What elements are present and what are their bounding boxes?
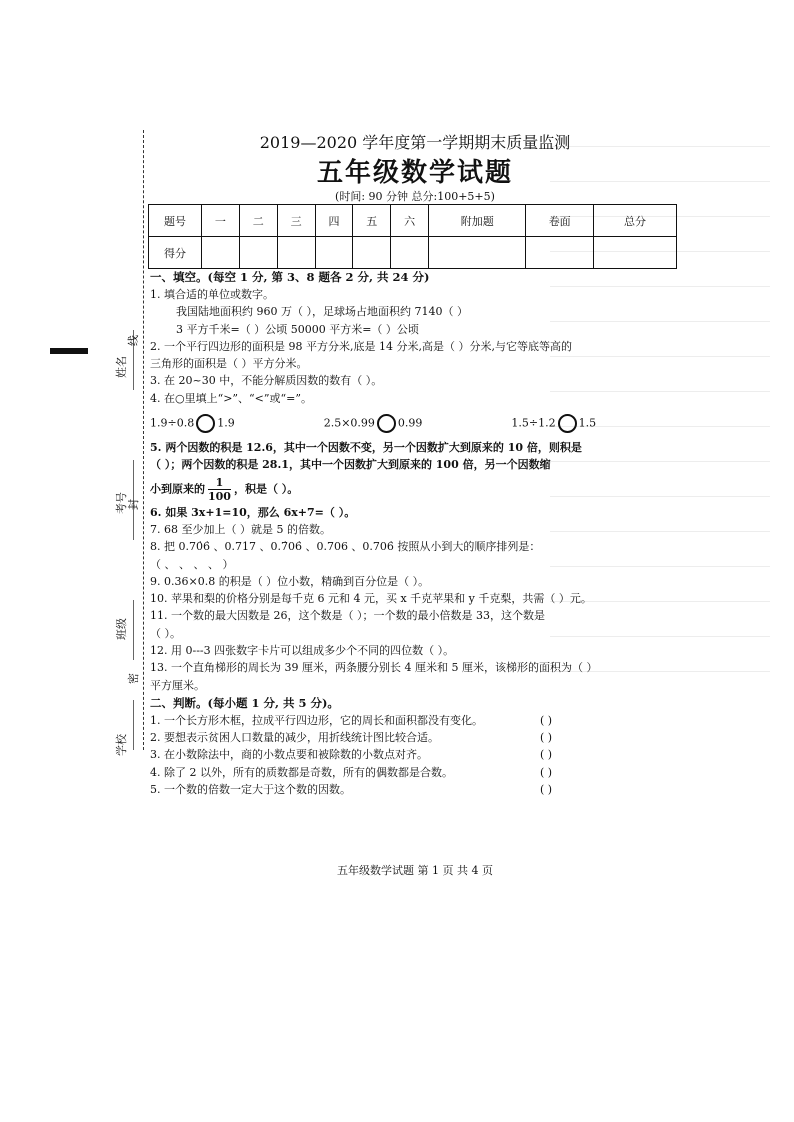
question-4-comparisons (150, 414, 650, 433)
score-header-cell: 二 (239, 205, 277, 237)
answer-parens[interactable]: ( ) (540, 748, 553, 762)
judge-text: 1. 一个长方形木框，拉成平行四边形，它的周长和面积都没有变化。 (150, 713, 483, 727)
score-cell[interactable] (594, 237, 677, 269)
compare-circle[interactable] (196, 414, 215, 433)
judge-item-3 (150, 748, 650, 762)
score-cell[interactable] (353, 237, 391, 269)
compare-c-right: 1.5 (578, 416, 597, 430)
judge-item-2 (150, 731, 650, 745)
score-header-cell: 一 (202, 205, 240, 237)
score-header-cell: 附加题 (429, 205, 526, 237)
question-1: 1. 填合适的单位或数字。 (150, 287, 274, 301)
question-1-line-b: 3 平方千米=（ ）公顷 50000 平方米=（ ）公顷 (176, 322, 419, 336)
exam-title: 五年级数学试题 (316, 158, 513, 188)
fraction-denominator: 100 (208, 489, 231, 503)
score-header-cell: 题号 (149, 205, 202, 237)
score-cell[interactable] (429, 237, 526, 269)
score-table (148, 204, 677, 269)
question-8-line-b: （ 、 、 、 、 ） (150, 557, 234, 571)
score-cell[interactable] (526, 237, 594, 269)
score-cell[interactable] (315, 237, 353, 269)
margin-school-label: 学校 (115, 734, 128, 756)
compare-c-left: 1.5÷1.2 (511, 416, 556, 430)
question-13-line-b: 平方厘米。 (150, 678, 205, 692)
compare-a-left: 1.9÷0.8 (150, 416, 195, 430)
answer-parens[interactable]: ( ) (540, 765, 553, 779)
question-12: 12. 用 0---3 四张数字卡片可以组成多少个不同的四位数（ ）。 (150, 643, 455, 657)
question-2-line-a: 2. 一个平行四边形的面积是 98 平方分米,底是 14 分米,高是（ ）分米,与它等底等高的 (150, 339, 572, 353)
binding-dashed-line (143, 130, 144, 750)
margin-exam-no-label: 考号 (115, 492, 128, 514)
judge-text: 2. 要想表示贫困人口数量的减少，用折线统计图比较合适。 (150, 731, 439, 745)
score-table-header-row (149, 205, 677, 237)
score-cell[interactable] (202, 237, 240, 269)
judge-item-1 (150, 714, 650, 728)
margin-feng-label: 封 (127, 499, 140, 510)
score-header-cell: 总分 (594, 205, 677, 237)
score-cell[interactable] (277, 237, 315, 269)
judge-text: 5. 一个数的倍数一定大于这个数的因数。 (150, 783, 351, 796)
question-5-text: 小到原来的 (150, 482, 205, 496)
questions-content (150, 268, 650, 800)
compare-b-right: 0.99 (397, 416, 423, 430)
answer-parens[interactable]: ( ) (540, 783, 553, 796)
question-2-line-b: 三角形的面积是（ ）平方分米。 (150, 357, 308, 371)
margin-line-class (133, 600, 134, 660)
fraction-one-hundredth (208, 476, 231, 503)
question-10: 10. 苹果和梨的价格分别是每千克 6 元和 4 元，买 x 千克苹果和 y 千克梨，共需（ ）元。 (150, 592, 592, 606)
section-judge-heading: 二、判断。(每小题 1 分, 共 5 分)。 (150, 695, 339, 710)
question-5-line-a: 5. 两个因数的积是 12.6，其中一个因数不变，另一个因数扩大到原来的 10 倍，则积是 (150, 441, 582, 455)
question-6: 6. 如果 3x+1=10，那么 6x+7=（ ）。 (150, 505, 356, 519)
compare-circle[interactable] (558, 414, 577, 433)
score-row-label: 得分 (149, 237, 202, 269)
score-table-score-row (149, 237, 677, 269)
question-8-line-a: 8. 把 0.70̇6̇ 、0.717 、0.7̇06̇ 、0.706 、0.706̇ 按照从小到大的顺序排列是： (150, 540, 541, 554)
margin-mi-label: 密 (127, 673, 140, 684)
score-header-cell: 四 (315, 205, 353, 237)
question-3: 3. 在 20~30 中，不能分解质因数的数有（ ）。 (150, 374, 383, 388)
question-1-line-a: 我国陆地面积约 960 万（ ），足球场占地面积约 7140（ ） (176, 305, 468, 319)
question-11-line-b: （ ）。 (150, 626, 181, 640)
question-5-line-b: （ ）；两个因数的积是 28.1，其中一个因数扩大到原来的 100 倍，另一个因数缩 (150, 458, 551, 472)
score-header-cell: 六 (391, 205, 429, 237)
judge-item-4 (150, 766, 650, 780)
question-5-line-c (150, 476, 650, 503)
margin-name-label: 姓名 (115, 356, 128, 378)
question-7: 7. 68 至少加上（ ）就是 5 的倍数。 (150, 522, 331, 536)
judge-text: 3. 在小数除法中，商的小数点要和被除数的小数点对齐。 (150, 748, 428, 762)
question-11-line-a: 11. 一个数的最大因数是 26，这个数是（ ）；一个数的最小倍数是 33，这个数是 (150, 609, 545, 623)
judge-item-5 (150, 783, 650, 797)
compare-b-left: 2.5×0.99 (323, 416, 375, 430)
score-cell[interactable] (391, 237, 429, 269)
margin-line-school (133, 700, 134, 750)
answer-parens[interactable]: ( ) (540, 713, 553, 727)
exam-subtitle: (时间: 90 分钟 总分:100+5+5) (335, 190, 495, 203)
black-margin-mark (50, 348, 88, 354)
score-header-cell: 三 (277, 205, 315, 237)
margin-class-label: 班级 (115, 618, 128, 640)
question-5-tail: ，积是（ ）。 (233, 482, 299, 496)
score-cell[interactable] (239, 237, 277, 269)
fraction-numerator: 1 (208, 476, 231, 490)
question-13-line-a: 13. 一个直角梯形的周长为 39 厘米，两条腰分别长 4 厘米和 5 厘米，该梯形的面积为（ ） (150, 661, 598, 675)
judge-text: 4. 除了 2 以外，所有的质数都是奇数，所有的偶数都是合数。 (150, 765, 453, 779)
question-9: 9. 0.36×0.8 的积是（ ）位小数，精确到百分位是（ ）。 (150, 574, 430, 588)
score-header-cell: 五 (353, 205, 391, 237)
answer-parens[interactable]: ( ) (540, 731, 553, 745)
page-footer: 五年级数学试题 第 1 页 共 4 页 (337, 864, 493, 877)
exam-period-heading: 2019—2020 学年度第一学期期末质量监测 (259, 133, 571, 152)
compare-a-right: 1.9 (217, 416, 235, 430)
compare-circle[interactable] (377, 414, 396, 433)
question-4: 4. 在○里填上“>”、“<”或“=”。 (150, 391, 312, 405)
section-fill-in-heading: 一、填空。(每空 1 分, 第 3、8 题各 2 分, 共 24 分) (150, 270, 430, 284)
margin-xian-label: 线 (127, 335, 140, 346)
score-header-cell: 卷面 (526, 205, 594, 237)
